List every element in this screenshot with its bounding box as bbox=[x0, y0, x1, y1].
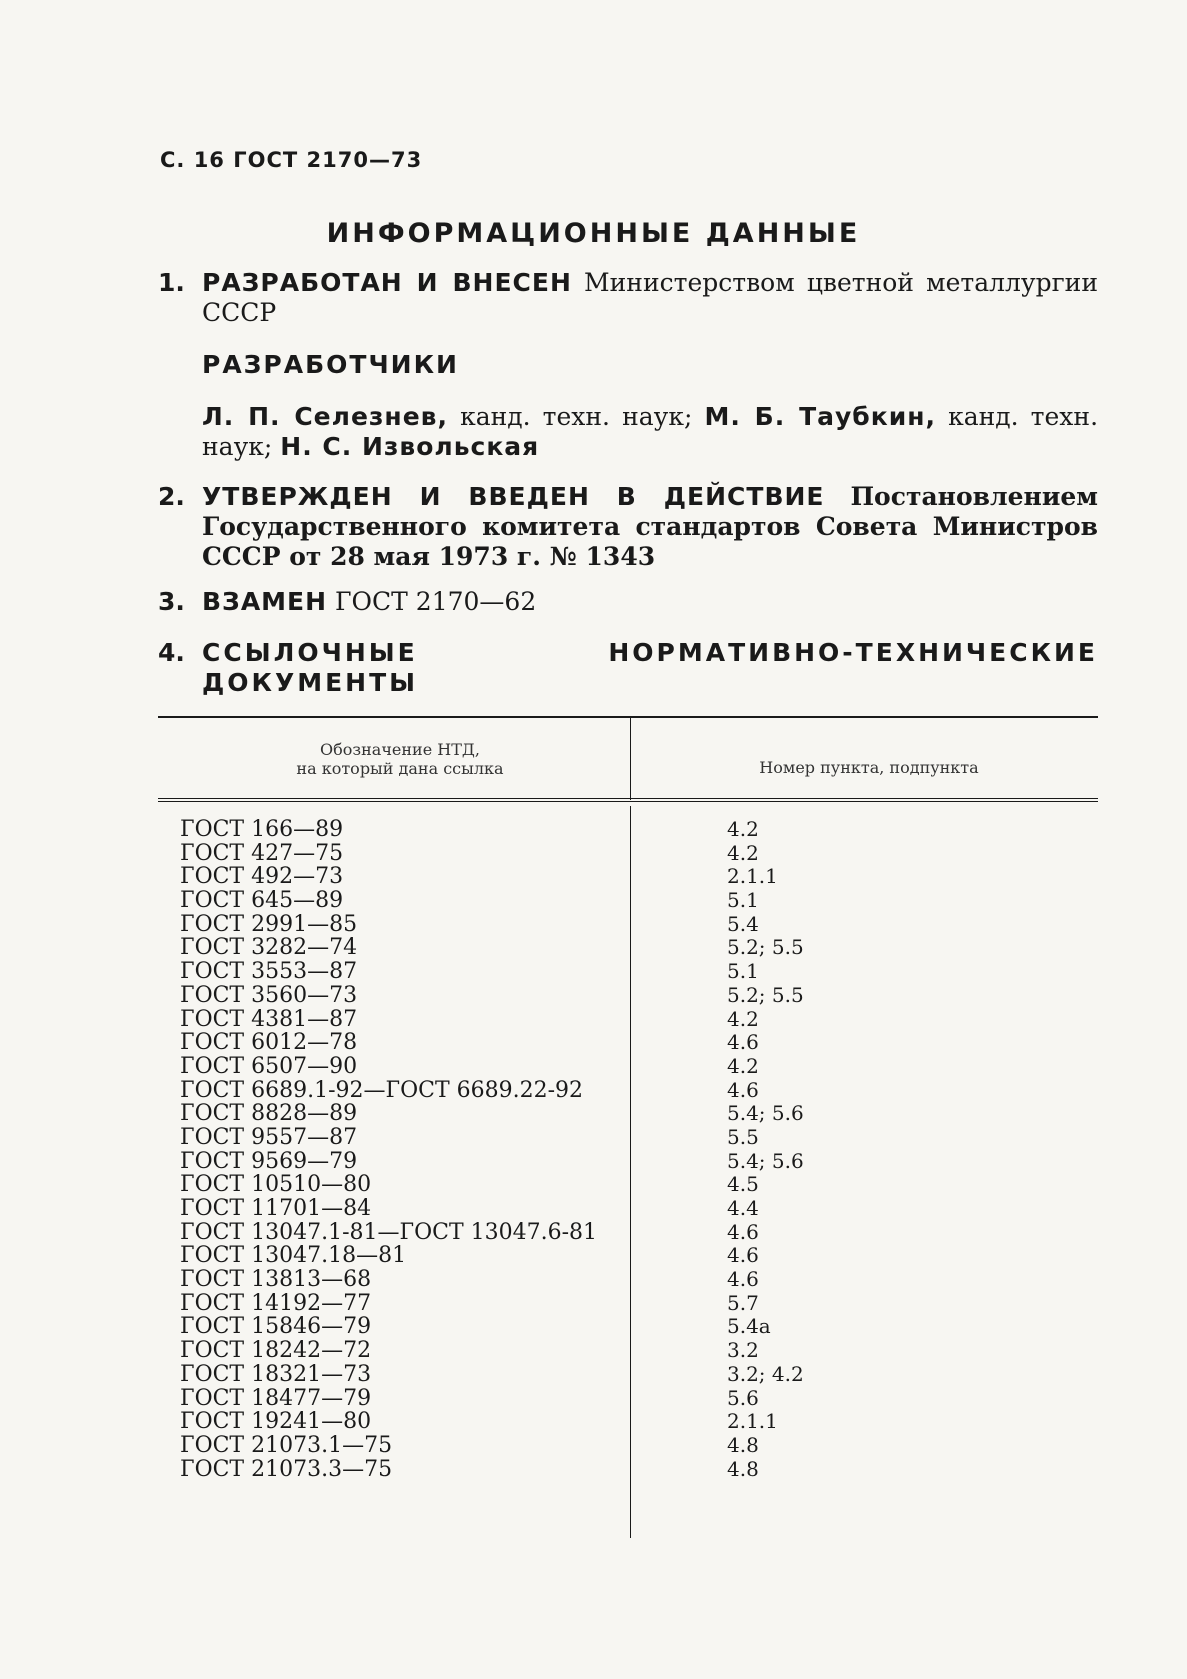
table-row-doc: ГОСТ 10510—80 bbox=[180, 1172, 372, 1198]
table-row-clause: 5.6 bbox=[727, 1385, 759, 1410]
table-row-clause: 2.1.1 bbox=[727, 864, 778, 889]
table-row-clause: 5.2; 5.5 bbox=[727, 935, 804, 960]
section-heading: ВЗАМЕН bbox=[202, 587, 328, 616]
author-title: канд. техн. наук; bbox=[460, 402, 693, 431]
table-row-clause: 5.4; 5.6 bbox=[727, 1101, 804, 1126]
section-number: 3. bbox=[158, 587, 185, 616]
table-row-doc: ГОСТ 21073.3—75 bbox=[180, 1456, 393, 1482]
table-row-doc: ГОСТ 166—89 bbox=[180, 817, 344, 842]
table-row-doc: ГОСТ 9569—79 bbox=[180, 1148, 358, 1174]
table-row-doc: ГОСТ 4381—87 bbox=[180, 1006, 358, 1032]
table-row-doc: ГОСТ 645—89 bbox=[180, 888, 344, 914]
table-row-doc: ГОСТ 8828—89 bbox=[180, 1101, 358, 1127]
table-row-clause: 5.4 bbox=[727, 911, 759, 936]
header-line: Обозначение НТД, bbox=[320, 740, 480, 759]
table-row-doc: ГОСТ 3553—87 bbox=[180, 959, 358, 985]
author-name: Н. С. Извольская bbox=[280, 432, 540, 461]
table-row-doc: ГОСТ 18242—72 bbox=[180, 1338, 372, 1364]
author-name: Л. П. Селезнев, bbox=[202, 402, 448, 431]
table-row-clause: 4.2 bbox=[727, 840, 759, 865]
table-column-divider bbox=[630, 806, 631, 1538]
table-top-rule bbox=[158, 716, 1098, 718]
table-row-clause: 5.4а bbox=[727, 1314, 771, 1339]
table-row-clause: 5.5 bbox=[727, 1124, 759, 1149]
table-column-docs bbox=[180, 818, 597, 1481]
table-row-doc: ГОСТ 9557—87 bbox=[180, 1124, 358, 1150]
table-row-clause: 4.2 bbox=[727, 817, 759, 841]
table-row-doc: ГОСТ 19241—80 bbox=[180, 1409, 372, 1435]
table-row-clause: 5.7 bbox=[727, 1290, 759, 1315]
table-row-doc: ГОСТ 15846—79 bbox=[180, 1314, 372, 1340]
header-line: на который дана ссылка bbox=[296, 759, 504, 778]
table-header-rule bbox=[158, 798, 1098, 799]
table-row-clause: 4.6 bbox=[727, 1243, 759, 1268]
table-row-clause: 2.1.1 bbox=[727, 1409, 778, 1434]
table-row-doc: ГОСТ 6507—90 bbox=[180, 1053, 358, 1079]
table-row-doc: ГОСТ 13047.1-81—ГОСТ 13047.6-81 bbox=[180, 1219, 598, 1245]
table-row-doc: ГОСТ 11701—84 bbox=[180, 1196, 372, 1221]
section-text: Министерством цветной металлургии СССР bbox=[202, 268, 1099, 327]
developers-heading: РАЗРАБОТЧИКИ bbox=[202, 350, 459, 379]
section-number: 1. bbox=[158, 268, 185, 297]
table-header-divider bbox=[630, 718, 631, 800]
table-row-clause: 4.6 bbox=[727, 1267, 759, 1292]
table-row-doc: ГОСТ 2991—85 bbox=[180, 911, 358, 937]
table-row-clause: 4.8 bbox=[727, 1456, 759, 1481]
table-row-clause: 4.6 bbox=[727, 1030, 759, 1055]
section-heading: УТВЕРЖДЕН И ВВЕДЕН В ДЕЙСТВИЕ bbox=[202, 482, 825, 511]
section-text: ГОСТ 2170—62 bbox=[335, 587, 537, 616]
table-row-doc: ГОСТ 492—73 bbox=[180, 864, 344, 890]
table-row-clause: 3.2; 4.2 bbox=[727, 1361, 804, 1386]
table-row-clause: 4.2 bbox=[727, 1006, 759, 1031]
section-heading: ССЫЛОЧНЫЕ НОРМАТИВНО-ТЕХНИЧЕСКИЕ ДОКУМЕНТЫ bbox=[202, 638, 1098, 697]
table-row-doc: ГОСТ 3560—73 bbox=[180, 982, 358, 1008]
table-row-clause: 4.2 bbox=[727, 1053, 759, 1078]
page-title: ИНФОРМАЦИОННЫЕ ДАННЫЕ bbox=[326, 218, 861, 249]
section-number: 4. bbox=[158, 638, 185, 667]
table-row-clause: 5.4; 5.6 bbox=[727, 1148, 804, 1173]
table-header-right: Номер пункта, подпункта bbox=[759, 758, 979, 777]
section-number: 2. bbox=[158, 482, 185, 511]
author-name: М. Б. Таубкин, bbox=[704, 402, 936, 431]
section-3 bbox=[158, 587, 1098, 617]
table-row-doc: ГОСТ 3282—74 bbox=[180, 935, 358, 961]
table-row-clause: 5.2; 5.5 bbox=[727, 982, 804, 1007]
page-header: С. 16 ГОСТ 2170—73 bbox=[160, 148, 423, 172]
table-row-doc: ГОСТ 427—75 bbox=[180, 840, 344, 866]
section-1 bbox=[158, 268, 1098, 328]
author-title: канд. техн. наук; bbox=[202, 402, 1099, 461]
section-2 bbox=[158, 482, 1098, 572]
section-heading: РАЗРАБОТАН И ВНЕСЕН bbox=[202, 268, 572, 297]
table-row-doc: ГОСТ 6689.1-92—ГОСТ 6689.22-92 bbox=[180, 1077, 584, 1103]
table-row-clause: 4.5 bbox=[727, 1172, 759, 1197]
table-row-doc: ГОСТ 6012—78 bbox=[180, 1030, 358, 1056]
table-header-left bbox=[180, 740, 620, 778]
table-row-clause: 4.6 bbox=[727, 1077, 759, 1102]
table-row-clause: 3.2 bbox=[727, 1338, 759, 1363]
table-row-doc: ГОСТ 21073.1—75 bbox=[180, 1432, 393, 1458]
table-row-clause: 4.8 bbox=[727, 1432, 759, 1457]
table-row-doc: ГОСТ 18477—79 bbox=[180, 1385, 372, 1411]
table-row-doc: ГОСТ 18321—73 bbox=[180, 1361, 372, 1387]
table-row-clause: 5.1 bbox=[727, 888, 759, 913]
section-4 bbox=[158, 638, 1098, 698]
table-row-doc: ГОСТ 14192—77 bbox=[180, 1290, 372, 1316]
table-column-clauses bbox=[727, 818, 804, 1481]
table-row-clause: 4.6 bbox=[727, 1219, 759, 1244]
authors-list bbox=[202, 402, 1098, 462]
table-row-clause: 4.4 bbox=[727, 1196, 759, 1220]
table-row-clause: 5.1 bbox=[727, 959, 759, 984]
table-row-doc: ГОСТ 13813—68 bbox=[180, 1267, 372, 1293]
table-row-doc: ГОСТ 13047.18—81 bbox=[180, 1243, 407, 1269]
section-text: Постановлением Государственного комитета стандартов Совета Министров СССР от 28 мая 1973 г. № 1343 bbox=[202, 482, 1098, 571]
table-header-rule-2 bbox=[158, 801, 1098, 802]
